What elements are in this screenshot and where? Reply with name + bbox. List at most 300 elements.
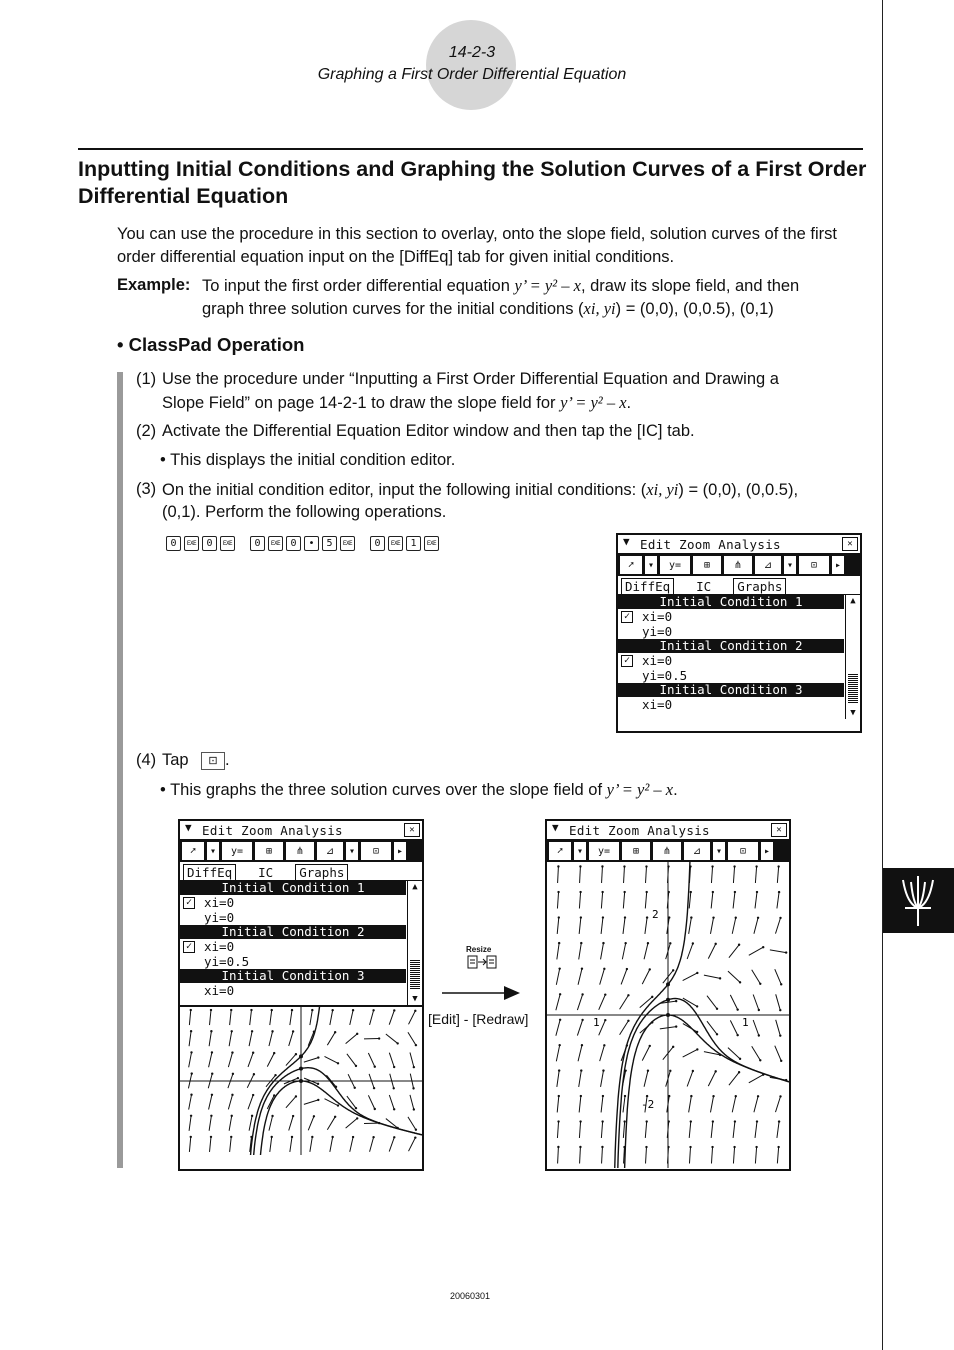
example-line-1: To input the first order differential equation y’ = y² – x, draw its slope field, and then <box>202 276 800 295</box>
slope-arrowhead <box>581 993 583 995</box>
slope-segment <box>290 1010 292 1025</box>
x-tick-label-right: 1 <box>742 1016 749 1029</box>
slope-segment <box>689 1096 692 1112</box>
slope-arrowhead <box>579 1146 581 1148</box>
slope-segment <box>775 1096 780 1112</box>
toolbar <box>618 554 860 576</box>
slope-arrowhead <box>603 968 605 970</box>
slope-segment <box>754 918 758 934</box>
slope-segment <box>230 1137 232 1152</box>
slope-segment <box>644 943 648 959</box>
axis-icon[interactable]: ⊿ <box>684 842 710 860</box>
close-icon[interactable]: ✕ <box>842 537 858 551</box>
more-icon[interactable]: ▸ <box>761 842 773 860</box>
slope-segment <box>556 1020 560 1036</box>
slope-arrowhead <box>690 1120 692 1122</box>
slope-arrowhead <box>317 1083 319 1085</box>
slope-segment <box>749 1075 763 1083</box>
slope-arrowhead <box>580 942 582 944</box>
small-graph-window[interactable] <box>180 1007 422 1155</box>
slope-arrowhead <box>190 1051 192 1053</box>
slope-arrowhead <box>190 1136 192 1138</box>
key-exe: EXE <box>340 536 355 551</box>
slope-arrowhead <box>711 1146 713 1148</box>
ic-title-2: Initial Condition 2 <box>180 925 406 939</box>
slope-arrowhead <box>579 865 581 867</box>
operation-heading: • ClassPad Operation <box>117 334 305 355</box>
y-tick-label-bottom: -2 <box>641 1098 655 1111</box>
slope-segment <box>249 1116 252 1131</box>
slope-segment <box>602 1147 603 1163</box>
slope-arrowhead <box>274 1074 276 1076</box>
slope-arrowhead <box>580 916 582 918</box>
slope-segment <box>646 1147 647 1163</box>
slope-arrowhead <box>393 1136 395 1138</box>
slope-arrowhead <box>711 865 713 867</box>
slope-segment <box>386 1034 398 1043</box>
section-title: Inputting Initial Conditions and Graphing the Solution Curves of a First Order Differential Equation <box>78 157 867 208</box>
step-2-number: (2) <box>136 422 157 440</box>
slope-segment <box>579 1071 582 1087</box>
resize-icon[interactable]: ⊡ <box>799 556 829 574</box>
slope-segment <box>557 892 558 908</box>
slope-arrowhead <box>651 996 653 998</box>
slope-segment <box>209 1095 212 1110</box>
slope-segment <box>683 1049 698 1057</box>
slope-segment <box>620 995 629 1009</box>
slope-arrowhead <box>712 916 714 918</box>
slope-segment <box>558 1147 559 1163</box>
slope-field-icon[interactable]: ⋔ <box>286 842 314 860</box>
slope-arrowhead <box>211 1073 213 1075</box>
slope-arrowhead <box>273 1052 275 1054</box>
slope-arrowhead <box>252 1094 254 1096</box>
resize-icon[interactable]: ⊡ <box>728 842 758 860</box>
more-icon[interactable]: ▸ <box>832 556 844 574</box>
step-1-line-2: Slope Field” on page 14-2-1 to draw the slope field for y’ = y² – x. <box>162 393 632 412</box>
slope-segment <box>599 995 606 1010</box>
slope-arrowhead <box>714 1070 716 1072</box>
slope-segment <box>248 1053 253 1067</box>
tab-diffeq[interactable]: DiffEq <box>621 578 674 594</box>
dropdown-icon-2[interactable]: ▾ <box>713 842 725 860</box>
slope-segment <box>683 973 698 981</box>
slope-arrowhead <box>696 1005 698 1007</box>
slope-arrowhead <box>712 891 714 893</box>
slope-segment <box>623 918 625 934</box>
ic-xi-2[interactable]: ✓ xi=0 <box>180 939 406 954</box>
dropdown-icon[interactable]: ▾ <box>645 556 657 574</box>
key-exe: EXE <box>184 536 199 551</box>
slope-arrowhead <box>668 916 670 918</box>
slope-arrowhead <box>785 951 787 953</box>
slope-segment <box>410 1053 414 1068</box>
slope-arrowhead <box>415 1129 417 1131</box>
menu-chevron-icon[interactable]: ▼ <box>185 821 192 834</box>
slope-arrowhead <box>210 1115 212 1117</box>
slope-arrowhead <box>250 1009 252 1011</box>
scroll-down-icon[interactable]: ▼ <box>850 708 856 718</box>
slope-segment <box>209 1052 212 1067</box>
slope-segment <box>707 1021 717 1034</box>
resize-icon[interactable]: ⊡ <box>361 842 391 860</box>
dropdown-icon[interactable]: ▾ <box>207 842 219 860</box>
slope-segment <box>269 1031 273 1046</box>
scroll-up-icon[interactable]: ▲ <box>850 596 856 606</box>
slope-arrowhead <box>355 1107 357 1109</box>
step-4-number: (4) <box>136 751 157 769</box>
slope-segment <box>230 1010 232 1025</box>
tab-ic[interactable]: IC <box>258 865 274 880</box>
slope-segment <box>687 1071 693 1086</box>
slope-segment <box>189 1010 190 1025</box>
slope-segment <box>578 969 582 985</box>
slope-segment <box>579 1122 580 1138</box>
slope-segment <box>409 1011 416 1025</box>
example-vars: xi, yi <box>583 299 616 318</box>
slope-arrowhead <box>297 1077 299 1079</box>
scroll-down-icon[interactable]: ▼ <box>412 994 418 1004</box>
slope-arrowhead <box>646 916 648 918</box>
tab-graphs[interactable]: Graphs <box>295 864 348 880</box>
slope-segment <box>623 1096 625 1112</box>
slope-segment <box>620 1021 629 1035</box>
slope-arrowhead <box>602 1095 604 1097</box>
step-2-text: Activate the Differential Equation Editor window and then tap the [IC] tab. <box>162 422 695 440</box>
checkbox-icon[interactable]: ✓ <box>621 611 633 623</box>
key-0: 0 <box>370 536 385 551</box>
ic-xi-1[interactable]: ✓ xi=0 <box>180 895 406 910</box>
slope-segment <box>707 996 717 1009</box>
redraw-label: [Edit] - [Redraw] <box>428 1011 529 1027</box>
slope-arrowhead <box>210 1136 212 1138</box>
operation-side-bar <box>117 372 123 1168</box>
slope-arrowhead <box>253 1073 255 1075</box>
slope-arrowhead <box>734 891 736 893</box>
key-exe: EXE <box>268 536 283 551</box>
scrollbar[interactable] <box>845 595 860 719</box>
close-icon[interactable]: ✕ <box>404 823 420 837</box>
slope-arrowhead <box>667 865 669 867</box>
slope-segment <box>601 892 602 908</box>
slope-arrowhead <box>738 944 740 946</box>
slope-arrowhead <box>777 1146 779 1148</box>
example-line-2: graph three solution curves for the initial conditions (xi, yi) = (0,0), (0,0.5), (0,1) <box>202 299 774 318</box>
checkbox-icon[interactable]: ✓ <box>183 941 195 953</box>
slope-arrowhead <box>719 977 721 979</box>
slope-arrowhead <box>231 1030 233 1032</box>
x-tick-label-left: 1 <box>593 1016 600 1029</box>
key-sequence <box>166 534 439 552</box>
slope-arrowhead <box>414 1010 416 1012</box>
ic-yi-1[interactable]: yi=0 <box>642 624 673 639</box>
slope-arrowhead <box>581 968 583 970</box>
graph-type-icon[interactable]: y= <box>660 556 690 574</box>
slope-arrowhead <box>690 916 692 918</box>
zoom-box-icon[interactable]: ⊞ <box>622 842 650 860</box>
slope-segment <box>557 1122 558 1138</box>
axis-icon[interactable]: ⊿ <box>317 842 343 860</box>
slope-segment <box>711 1122 713 1138</box>
slope-arrowhead <box>667 1146 669 1148</box>
slope-segment <box>579 943 582 959</box>
slope-segment <box>270 1010 272 1025</box>
slope-segment <box>640 997 653 1008</box>
slope-arrowhead <box>558 942 560 944</box>
slope-arrowhead <box>271 1136 273 1138</box>
slope-segment <box>250 1010 252 1025</box>
slope-arrowhead <box>739 981 741 983</box>
zoom-box-icon[interactable]: ⊞ <box>255 842 283 860</box>
slope-segment <box>711 1147 712 1163</box>
key-dot: • <box>304 536 319 551</box>
slope-arrowhead <box>692 1070 694 1072</box>
slope-arrowhead <box>231 1094 233 1096</box>
slope-arrowhead <box>558 916 560 918</box>
initial-point-2 <box>666 998 670 1002</box>
slope-arrowhead <box>251 1030 253 1032</box>
slope-arrowhead <box>581 1019 583 1021</box>
slope-arrowhead <box>352 1009 354 1011</box>
slope-arrowhead <box>337 1104 339 1106</box>
slope-arrowhead <box>232 1073 234 1075</box>
pointer-icon[interactable]: ➚ <box>620 556 642 574</box>
slope-arrowhead <box>780 1060 782 1062</box>
page-edge-rule <box>882 0 883 1350</box>
resize-icon <box>467 954 497 970</box>
slope-segment <box>732 1096 736 1112</box>
slope-arrowhead <box>602 916 604 918</box>
slope-arrowhead <box>557 1146 559 1148</box>
slope-arrowhead <box>779 1095 781 1097</box>
checkbox-icon[interactable]: ✓ <box>183 897 195 909</box>
ic-yi-2[interactable]: yi=0.5 <box>204 954 250 969</box>
slope-arrowhead <box>190 1009 192 1011</box>
slope-arrowhead <box>689 1146 691 1148</box>
slope-segment <box>310 1010 312 1025</box>
slope-segment <box>622 943 625 959</box>
slope-arrowhead <box>759 1059 761 1061</box>
slope-arrowhead <box>295 1053 297 1055</box>
ic-title-2: Initial Condition 2 <box>618 639 844 653</box>
slope-arrowhead <box>558 1095 560 1097</box>
slope-segment <box>327 1117 335 1130</box>
slope-segment <box>267 1053 274 1066</box>
slope-arrowhead <box>779 1034 781 1036</box>
slope-segment <box>689 892 691 908</box>
slope-segment <box>752 970 761 984</box>
slope-field-icon[interactable]: ⋔ <box>653 842 681 860</box>
toolbar <box>547 840 789 862</box>
ic-yi-1[interactable]: yi=0 <box>204 910 235 925</box>
slope-segment <box>777 867 778 883</box>
slope-segment <box>289 1031 293 1045</box>
slope-arrowhead <box>413 1066 415 1068</box>
slope-segment <box>350 1137 353 1152</box>
slope-segment <box>304 1100 318 1105</box>
slope-arrowhead <box>778 1120 780 1122</box>
more-icon[interactable]: ▸ <box>394 842 406 860</box>
slope-arrowhead <box>374 1066 376 1068</box>
page-number: 14-2-3 <box>448 44 496 61</box>
slope-arrowhead <box>396 1042 398 1044</box>
key-1: 1 <box>406 536 421 551</box>
slope-arrowhead <box>675 1025 677 1027</box>
slope-segment <box>704 975 720 978</box>
key-exe: EXE <box>388 536 403 551</box>
slope-segment <box>578 1045 582 1061</box>
slope-arrowhead <box>626 968 628 970</box>
step-4-sub: • This graphs the three solution curves over the slope field of y’ = y² – x. <box>160 780 678 799</box>
chapter-thumb-tab <box>883 868 954 933</box>
slope-segment <box>733 1122 735 1138</box>
ic-editor-screen <box>616 533 862 733</box>
slope-arrowhead <box>624 916 626 918</box>
slope-segment <box>601 943 604 959</box>
slope-segment <box>409 1138 416 1152</box>
slope-arrowhead <box>230 1009 232 1011</box>
slope-segment <box>754 1096 758 1112</box>
slope-arrowhead <box>733 865 735 867</box>
solution-curve-2 <box>617 999 789 1169</box>
slope-arrowhead <box>779 917 781 919</box>
key-5: 5 <box>322 536 337 551</box>
arrow-icon <box>440 983 522 1003</box>
pointer-icon[interactable]: ➚ <box>182 842 204 860</box>
slope-arrowhead <box>311 1136 313 1138</box>
slope-arrowhead <box>647 942 649 944</box>
slope-segment <box>248 1095 253 1109</box>
slope-arrowhead <box>393 1066 395 1068</box>
slope-arrowhead <box>602 1069 604 1071</box>
slope-segment <box>368 1095 374 1109</box>
slope-segment <box>330 1010 333 1025</box>
slope-arrowhead <box>624 942 626 944</box>
ic-title-1: Initial Condition 1 <box>180 881 406 895</box>
slope-arrowhead <box>373 1087 375 1089</box>
pointer-icon[interactable]: ➚ <box>549 842 571 860</box>
ic-xi-2[interactable]: ✓ xi=0 <box>618 653 844 668</box>
slope-segment <box>645 1122 646 1138</box>
slope-segment <box>249 1031 252 1046</box>
slope-arrowhead <box>190 1094 192 1096</box>
slope-segment <box>730 1020 737 1035</box>
slope-segment <box>689 1122 691 1138</box>
slope-arrowhead <box>356 1117 358 1119</box>
full-graph-screen <box>545 819 791 1171</box>
slope-arrowhead <box>690 891 692 893</box>
slope-arrowhead <box>627 994 629 996</box>
toolbar <box>180 840 422 862</box>
slope-segment <box>389 1010 394 1024</box>
dropdown-icon-2[interactable]: ▾ <box>784 556 796 574</box>
slope-arrowhead <box>668 1095 670 1097</box>
slope-segment <box>310 1137 312 1152</box>
slope-arrowhead <box>735 916 737 918</box>
close-icon[interactable]: ✕ <box>771 823 787 837</box>
slope-segment <box>389 1137 394 1151</box>
slope-segment <box>557 1096 559 1112</box>
ic-xi-3[interactable]: xi=0 <box>204 983 235 998</box>
slope-arrowhead <box>317 1056 319 1058</box>
slope-segment <box>733 1147 734 1163</box>
slope-segment <box>289 1116 293 1130</box>
resize-label: Resize <box>466 945 492 954</box>
slope-segment <box>687 944 693 959</box>
menu-bar: ▼ Edit Zoom Analysis ✕ <box>618 535 860 554</box>
slope-segment <box>755 867 756 883</box>
slope-segment <box>556 969 559 985</box>
slope-segment <box>775 1046 781 1061</box>
slope-segment <box>228 1095 232 1110</box>
slope-segment <box>346 1118 358 1128</box>
zoom-box-icon[interactable]: ⊞ <box>693 556 721 574</box>
slope-arrowhead <box>757 917 759 919</box>
slope-segment <box>325 1056 338 1063</box>
scroll-up-icon[interactable]: ▲ <box>412 882 418 892</box>
slope-arrowhead <box>291 1009 293 1011</box>
checkbox-icon[interactable]: ✓ <box>621 655 633 667</box>
initial-point-1 <box>299 1079 303 1083</box>
slope-segment <box>755 1122 757 1138</box>
slope-segment <box>753 1020 759 1035</box>
ic-xi-1[interactable]: ✓ xi=0 <box>618 609 844 624</box>
scroll-thumb[interactable] <box>848 673 858 703</box>
slope-arrowhead <box>779 1009 781 1011</box>
slope-arrowhead <box>734 1120 736 1122</box>
slope-arrowhead <box>627 1020 629 1022</box>
slope-arrowhead <box>580 1095 582 1097</box>
graph-type-icon[interactable]: y= <box>589 842 619 860</box>
slope-segment <box>710 918 713 934</box>
chapter-title: Graphing a First Order Differential Equation <box>317 66 627 83</box>
slope-segment <box>752 1046 761 1060</box>
slope-arrowhead <box>559 1019 561 1021</box>
dropdown-icon-2[interactable]: ▾ <box>346 842 358 860</box>
ic-xi-3[interactable]: xi=0 <box>642 697 673 712</box>
full-graph-window[interactable] <box>547 862 789 1168</box>
slope-arrowhead <box>354 1087 356 1089</box>
key-0: 0 <box>166 536 181 551</box>
slope-segment <box>777 1122 779 1138</box>
axis-icon[interactable]: ⊿ <box>755 556 781 574</box>
graph-type-icon[interactable]: y= <box>222 842 252 860</box>
slope-arrowhead <box>758 1034 760 1036</box>
slope-arrowhead <box>271 1009 273 1011</box>
scroll-thumb[interactable] <box>410 959 420 989</box>
initial-point-1 <box>666 1013 670 1017</box>
slope-arrowhead <box>647 1070 649 1072</box>
slope-arrowhead <box>645 1146 647 1148</box>
ic-yi-2[interactable]: yi=0.5 <box>642 668 688 683</box>
slope-field-icon[interactable]: ⋔ <box>724 556 752 574</box>
menu-chevron-icon[interactable]: ▼ <box>552 821 559 834</box>
step-3-number: (3) <box>136 480 157 498</box>
tab-diffeq[interactable]: DiffEq <box>183 864 236 880</box>
slope-segment <box>729 945 739 958</box>
tab-ic[interactable]: IC <box>696 579 712 594</box>
solution-curve-1 <box>624 1015 790 1168</box>
slope-arrowhead <box>672 969 674 971</box>
menu-chevron-icon[interactable]: ▼ <box>623 535 630 548</box>
example-equation: y’ = y² – x <box>514 276 581 295</box>
slope-arrowhead <box>352 1136 354 1138</box>
scrollbar[interactable] <box>407 881 422 1005</box>
editor-tabs <box>618 576 860 595</box>
slope-arrowhead <box>669 1070 671 1072</box>
tab-graphs[interactable]: Graphs <box>733 578 786 594</box>
dropdown-icon[interactable]: ▾ <box>574 842 586 860</box>
